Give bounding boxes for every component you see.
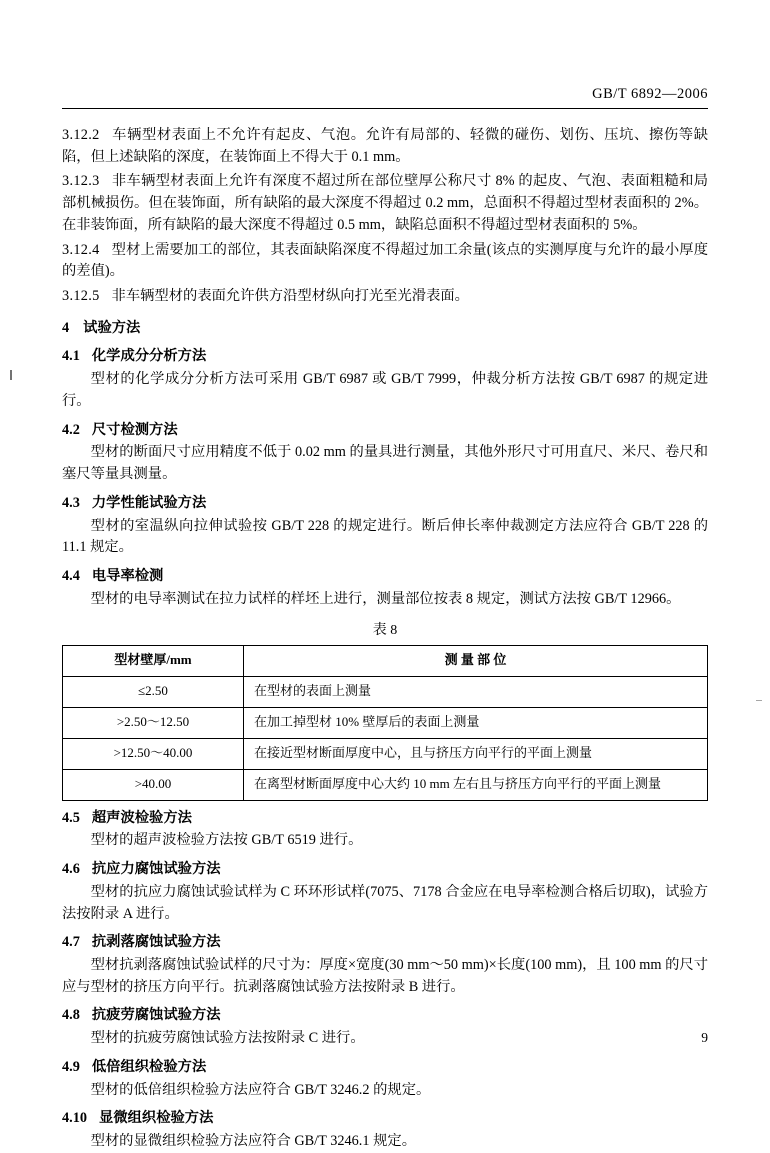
table-row (63, 738, 708, 769)
clause-number: 3.12.2 (62, 127, 100, 143)
table-cell-thickness: ≤2.50 (63, 676, 244, 707)
table-header-cell-position: 测 量 部 位 (244, 645, 708, 676)
subsection-heading-4-4 (62, 566, 708, 588)
subsection-heading-4-5 (62, 808, 708, 830)
clause-text: 非车辆型材的表面允许供方沿型材纵向打光至光滑表面。 (111, 288, 469, 305)
table-cell-position: 在离型材断面厚度中心大约 10 mm 左右且与挤压方向平行的平面上测量 (244, 769, 708, 800)
subsection-number: 4.8 (62, 1007, 80, 1024)
subsection-number: 4.4 (62, 567, 80, 584)
subsection-heading-4-2 (62, 420, 708, 442)
table-row (63, 769, 708, 800)
clause-3-12-2 (62, 125, 708, 168)
subsection-title: 尺寸检测方法 (91, 421, 178, 438)
page-content (62, 122, 708, 1153)
subsection-number: 4.1 (62, 348, 80, 365)
subsection-body-4-1: 型材的化学成分分析方法可采用 GB/T 6987 或 GB/T 7999，仲裁分析方法按 GB/T 6987 的规定进行。 (62, 371, 708, 409)
subsection-title: 化学成分分析方法 (91, 348, 207, 365)
subsection-number: 4.6 (62, 861, 80, 878)
section-number: 4 (62, 319, 70, 336)
subsection-title: 显微组织检验方法 (99, 1110, 214, 1127)
table-cell-thickness: >12.50～40.00 (63, 738, 244, 769)
subsection-number: 4.5 (62, 809, 80, 826)
page-number: 9 (701, 1030, 708, 1045)
subsection-number: 4.9 (62, 1058, 80, 1075)
clause-text: 非车辆型材表面上允许有深度不超过所在部位壁厚公称尺寸 8% 的起皮、气泡、表面粗糙和局部机械损伤。但在装饰面，所有缺陷的最大深度不得超过 0.2 mm，总面积不得超过型材表面积的 2%。在非装饰面，所有缺陷的最大深度不得超过 0.5 mm，缺陷总面积不得超过型材表面积的 5%。 (62, 173, 708, 233)
clause-3-12-4 (62, 240, 708, 283)
table-row (63, 676, 708, 707)
table-cell-thickness: >2.50～12.50 (63, 707, 244, 738)
clause-text: 车辆型材表面上不允许有起皮、气泡。允许有局部的、轻微的碰伤、划伤、压坑、擦伤等缺陷，但上述缺陷的深度，在装饰面上不得大于 0.1 mm。 (62, 127, 708, 165)
table-cell-thickness: >40.00 (63, 769, 244, 800)
subsection-body-4-10: 型材的显微组织检验方法应符合 GB/T 3246.1 规定。 (90, 1132, 416, 1149)
subsection-title: 抗应力腐蚀试验方法 (91, 861, 221, 878)
subsection-title: 力学性能试验方法 (91, 494, 207, 511)
page-header-standard-id: GB/T 6892—2006 (592, 86, 708, 102)
subsection-title: 超声波检验方法 (91, 809, 192, 826)
table-header-cell-thickness: 型材壁厚/mm (63, 645, 244, 676)
subsection-title: 电导率检测 (91, 567, 164, 584)
subsection-title: 抗剥落腐蚀试验方法 (91, 934, 221, 951)
clause-3-12-5 (62, 286, 708, 308)
header-divider (62, 108, 708, 109)
subsection-heading-4-8 (62, 1005, 708, 1027)
subsection-heading-4-10 (62, 1108, 708, 1130)
subsection-number: 4.3 (62, 494, 80, 511)
subsection-body-4-3: 型材的室温纵向拉伸试验按 GB/T 228 的规定进行。断后伸长率仲裁测定方法应符合 GB/T 228 的 11.1 规定。 (62, 517, 708, 556)
subsection-body-4-4: 型材的电导率测试在拉力试样的样坯上进行，测量部位按表 8 规定，测试方法按 GB/T 12966。 (90, 590, 681, 607)
table-header-row (63, 645, 708, 676)
clause-number: 3.12.5 (62, 288, 100, 305)
subsection-body-4-9: 型材的低倍组织检验方法应符合 GB/T 3246.2 的规定。 (90, 1081, 431, 1098)
subsection-body-4-2: 型材的断面尺寸应用精度不低于 0.02 mm 的量具进行测量，其他外形尺寸可用直尺、米尺、卷尺和塞尺等量具测量。 (62, 444, 708, 483)
clause-3-12-3 (62, 171, 708, 236)
page-edge-mark-right (756, 700, 762, 701)
subsection-body-4-8: 型材的抗疲劳腐蚀试验方法按附录 C 进行。 (90, 1030, 365, 1047)
table-cell-position: 在加工掉型材 10% 壁厚后的表面上测量 (244, 707, 708, 738)
section-title: 试验方法 (83, 319, 141, 336)
subsection-title: 抗疲劳腐蚀试验方法 (91, 1007, 221, 1024)
table-8 (62, 645, 708, 801)
subsection-heading-4-9 (62, 1057, 708, 1079)
subsection-body-4-5: 型材的超声波检验方法按 GB/T 6519 进行。 (90, 832, 363, 849)
table-caption: 表 8 (372, 623, 398, 639)
clause-number: 3.12.3 (62, 173, 100, 190)
subsection-heading-4-1 (62, 346, 708, 368)
subsection-number: 4.2 (62, 421, 80, 438)
clause-text: 型材上需要加工的部位，其表面缺陷深度不得超过加工余量(该点的实测厚度与允许的最小厚度的差值)。 (62, 241, 708, 280)
clause-number: 3.12.4 (62, 241, 100, 258)
subsection-title: 低倍组织检验方法 (91, 1058, 207, 1075)
page-edge-mark (10, 370, 12, 380)
subsection-number: 4.10 (62, 1110, 88, 1127)
subsection-heading-4-3 (62, 493, 708, 515)
table-cell-position: 在接近型材断面厚度中心，且与挤压方向平行的平面上测量 (244, 738, 708, 769)
section-heading-4 (62, 318, 708, 340)
subsection-heading-4-7 (62, 932, 708, 954)
subsection-heading-4-6 (62, 859, 708, 881)
subsection-body-4-7: 型材抗剥落腐蚀试验试样的尺寸为：厚度×宽度(30 mm～50 mm)×长度(100 mm)，且 100 mm 的尺寸应与型材的挤压方向平行。抗剥落腐蚀试验方法按附录 B 进行。 (62, 956, 708, 995)
table-row (63, 707, 708, 738)
subsection-number: 4.7 (62, 934, 80, 951)
table-cell-position: 在型材的表面上测量 (244, 676, 708, 707)
subsection-body-4-6: 型材的抗应力腐蚀试验试样为 C 环环形试样(7075、7178 合金应在电导率检测合格后切取)，试验方法按附录 A 进行。 (62, 883, 708, 922)
